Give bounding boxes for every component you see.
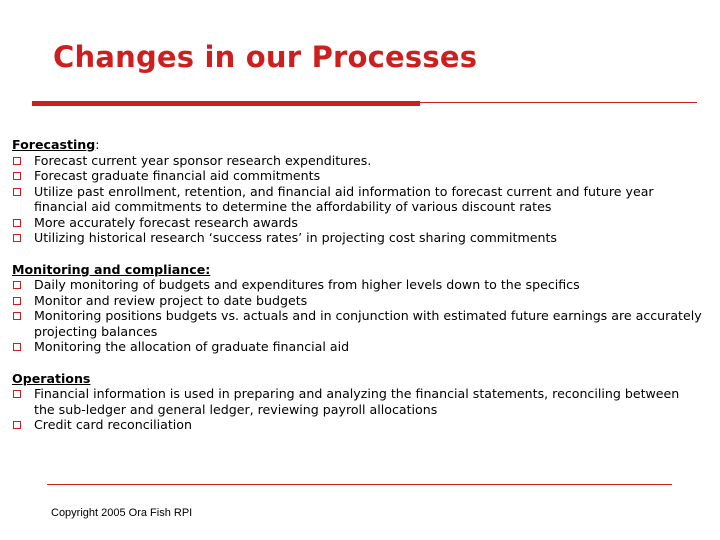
hollow-square-bullet-icon [13, 421, 21, 429]
slide-content [12, 137, 702, 449]
list-item-text: Monitor and review project to date budgets [34, 292, 308, 308]
list-item-text: Monitoring the allocation of graduate financial aid [34, 339, 350, 354]
list-item [12, 277, 702, 293]
hollow-square-bullet-icon [13, 172, 21, 180]
list-item [12, 308, 702, 339]
hollow-square-bullet-icon [13, 390, 21, 398]
section-monitoring [12, 262, 702, 355]
hollow-square-bullet-icon [13, 312, 21, 320]
list-item-text: More accurately forecast research awards [34, 214, 298, 230]
hollow-square-bullet-icon [13, 188, 21, 196]
list-item-text: Financial information is used in preparing and analyzing the financial statements, reconciling between the sub-ledger and general ledger, reviewing payroll allocations [34, 386, 680, 417]
hollow-square-bullet-icon [13, 297, 21, 305]
hollow-square-bullet-icon [13, 219, 21, 227]
hollow-square-bullet-icon [13, 157, 21, 165]
list-item-text: Daily monitoring of budgets and expenditures from higher levels down to the specifics [34, 277, 580, 292]
section-heading: Operations [12, 370, 91, 386]
list-item-text: Utilizing historical research ‘success rates’ in projecting cost sharing commitments [34, 230, 557, 245]
list-item [12, 184, 702, 215]
title-underline-thin [420, 102, 697, 103]
list-item [12, 293, 702, 309]
list-item [12, 386, 702, 417]
section-forecasting [12, 137, 702, 246]
list-item-text: Forecast graduate financial aid commitments [34, 168, 321, 183]
list-item-text: Forecast current year sponsor research expenditures. [34, 152, 372, 168]
list-item [12, 339, 702, 355]
list-item [12, 215, 702, 231]
hollow-square-bullet-icon [13, 281, 21, 289]
section-heading-line [12, 137, 702, 153]
list-item [12, 168, 702, 184]
list-item-text: Utilize past enrollment, retention, and financial aid information to forecast current and future year financial aid commitments to determine the affordability of various discount rates [34, 183, 654, 214]
list-item [12, 153, 702, 169]
title-underline-thick [32, 101, 420, 106]
footer-divider [47, 484, 672, 485]
copyright-footer: Copyright 2005 Ora Fish RPI [51, 507, 193, 519]
slide-title: Changes in our Processes [53, 40, 478, 74]
list-item-text: Monitoring positions budgets vs. actuals and in conjunction with estimated future earnings are accurately projecting balances [34, 308, 702, 339]
heading-colon: : [95, 137, 100, 152]
list-item [12, 230, 702, 246]
section-heading: Forecasting [12, 137, 96, 152]
list-item [12, 417, 702, 433]
list-item-text: Credit card reconciliation [34, 417, 192, 432]
section-heading: Monitoring and compliance: [12, 261, 211, 277]
hollow-square-bullet-icon [13, 234, 21, 242]
hollow-square-bullet-icon [13, 343, 21, 351]
section-operations [12, 371, 702, 433]
